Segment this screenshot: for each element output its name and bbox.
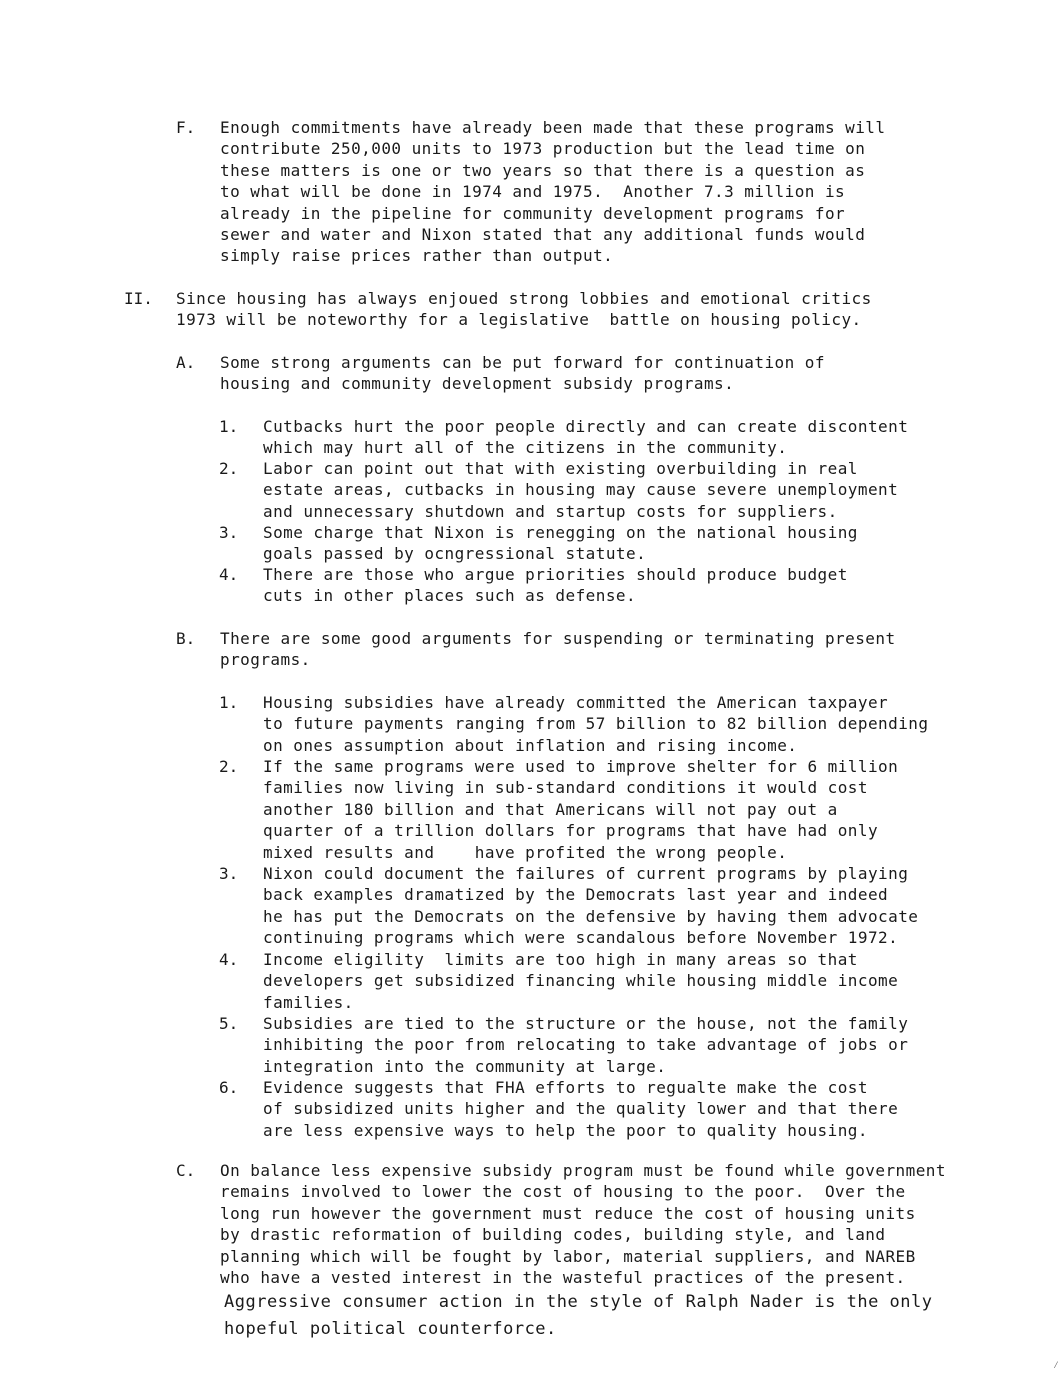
list-item xyxy=(219,692,929,756)
scan-mark-icon: ⁄ xyxy=(1052,1360,1059,1371)
text-line: Nixon could document the failures of current programs by playing xyxy=(263,864,909,883)
text-line: There are some good arguments for suspending or terminating present xyxy=(220,629,896,648)
text-line: families now living in sub-standard conditions it would cost xyxy=(263,778,868,798)
section-marker: II. xyxy=(124,289,153,308)
text-line: another 180 billion and that Americans will not pay out a xyxy=(263,799,838,819)
text-line: continuing programs which were scandalous before November 1972. xyxy=(263,928,899,948)
text-line: by drastic reformation of building codes, building style, and land xyxy=(220,1225,886,1245)
text-line: and unnecessary shutdown and startup costs for suppliers. xyxy=(263,501,838,521)
section-f xyxy=(176,117,886,267)
section-marker: C. xyxy=(176,1161,196,1180)
list-item xyxy=(219,564,848,607)
text-line: estate areas, cutbacks in housing may cause severe unemployment xyxy=(263,480,899,500)
text-line: 1973 will be noteworthy for a legislative battle on housing policy. xyxy=(176,310,862,330)
text-line: programs. xyxy=(220,650,311,670)
section-a xyxy=(176,352,825,395)
text-line: who have a vested interest in the wasteful practices of the present. xyxy=(220,1268,906,1288)
text-line: planning which will be fought by labor, material suppliers, and NAREB xyxy=(220,1246,916,1266)
list-item xyxy=(219,522,858,565)
list-item xyxy=(219,458,899,522)
text-line: Since housing has always enjoued strong lobbies and emotional critics xyxy=(176,289,872,308)
section-marker: A. xyxy=(176,353,196,372)
list-item xyxy=(219,1013,909,1077)
text-line: cuts in other places such as defense. xyxy=(263,586,637,606)
text-line: back examples dramatized by the Democrats last year and indeed xyxy=(263,885,889,905)
text-line: On balance less expensive subsidy program must be found while government xyxy=(220,1161,946,1180)
text-line: hopeful political counterforce. xyxy=(224,1319,557,1339)
text-line: Subsidies are tied to the structure or the house, not the family xyxy=(263,1014,909,1033)
text-line: inhibiting the poor from relocating to take advantage of jobs or xyxy=(263,1035,909,1055)
text-line: Some strong arguments can be put forward for continuation of xyxy=(220,353,825,372)
section-c-tail xyxy=(224,1289,933,1343)
text-line: Evidence suggests that FHA efforts to regualte make the cost xyxy=(263,1078,868,1097)
text-line: Income eligility limits are too high in many areas so that xyxy=(263,950,858,969)
text-line: families. xyxy=(263,992,354,1012)
section-c xyxy=(176,1160,946,1288)
item-marker: 6. xyxy=(219,1078,239,1097)
list-item xyxy=(219,1077,899,1141)
item-marker: 1. xyxy=(219,417,239,436)
text-line: on ones assumption about inflation and rising income. xyxy=(263,735,798,755)
list-item xyxy=(219,756,899,863)
text-line: remains involved to lower the cost of housing to the poor. Over the xyxy=(220,1182,906,1202)
item-marker: 2. xyxy=(219,459,239,478)
item-marker: 3. xyxy=(219,523,239,542)
text-line: simply raise prices rather than output. xyxy=(220,246,614,266)
text-line: long run however the government must reduce the cost of housing units xyxy=(220,1203,916,1223)
text-line: developers get subsidized financing while housing middle income xyxy=(263,971,899,991)
text-line: to what will be done in 1974 and 1975. Another 7.3 million is xyxy=(220,182,846,202)
text-line: to future payments ranging from 57 billion to 82 billion depending xyxy=(263,714,929,734)
text-line: which may hurt all of the citizens in the community. xyxy=(263,438,788,458)
text-line: Cutbacks hurt the poor people directly and can create discontent xyxy=(263,417,909,436)
list-item xyxy=(219,863,919,949)
text-line: already in the pipeline for community development programs for xyxy=(220,203,846,223)
text-line: are less expensive ways to help the poor to quality housing. xyxy=(263,1120,868,1140)
text-line: There are those who argue priorities should produce budget xyxy=(263,565,848,584)
list-item xyxy=(219,416,909,459)
section-marker: F. xyxy=(176,118,196,137)
text-line: sewer and water and Nixon stated that any additional funds would xyxy=(220,225,866,245)
section-ii xyxy=(124,288,872,331)
text-line: mixed results and have profited the wrong people. xyxy=(263,842,788,862)
text-line: he has put the Democrats on the defensive by having them advocate xyxy=(263,906,919,926)
text-line: quarter of a trillion dollars for programs that have had only xyxy=(263,821,879,841)
section-b xyxy=(176,628,896,671)
text-line: contribute 250,000 units to 1973 production but the lead time on xyxy=(220,139,866,159)
text-line: Labor can point out that with existing overbuilding in real xyxy=(263,459,858,478)
text-line: Aggressive consumer action in the style of Ralph Nader is the only xyxy=(224,1292,933,1312)
text-line: goals passed by ocngressional statute. xyxy=(263,544,647,564)
section-marker: B. xyxy=(176,629,196,648)
text-line: housing and community development subsidy programs. xyxy=(220,374,735,394)
text-line: Enough commitments have already been made that these programs will xyxy=(220,118,886,137)
item-marker: 1. xyxy=(219,693,239,712)
text-line: these matters is one or two years so that there is a question as xyxy=(220,160,866,180)
item-marker: 5. xyxy=(219,1014,239,1033)
item-marker: 4. xyxy=(219,565,239,584)
item-marker: 4. xyxy=(219,950,239,969)
item-marker: 3. xyxy=(219,864,239,883)
text-line: of subsidized units higher and the quality lower and that there xyxy=(263,1099,899,1119)
list-item xyxy=(219,949,899,1013)
text-line: integration into the community at large. xyxy=(263,1056,667,1076)
item-marker: 2. xyxy=(219,757,239,776)
text-line: If the same programs were used to improve shelter for 6 million xyxy=(263,757,899,776)
text-line: Some charge that Nixon is renegging on the national housing xyxy=(263,523,858,542)
text-line: Housing subsidies have already committed the American taxpayer xyxy=(263,693,889,712)
